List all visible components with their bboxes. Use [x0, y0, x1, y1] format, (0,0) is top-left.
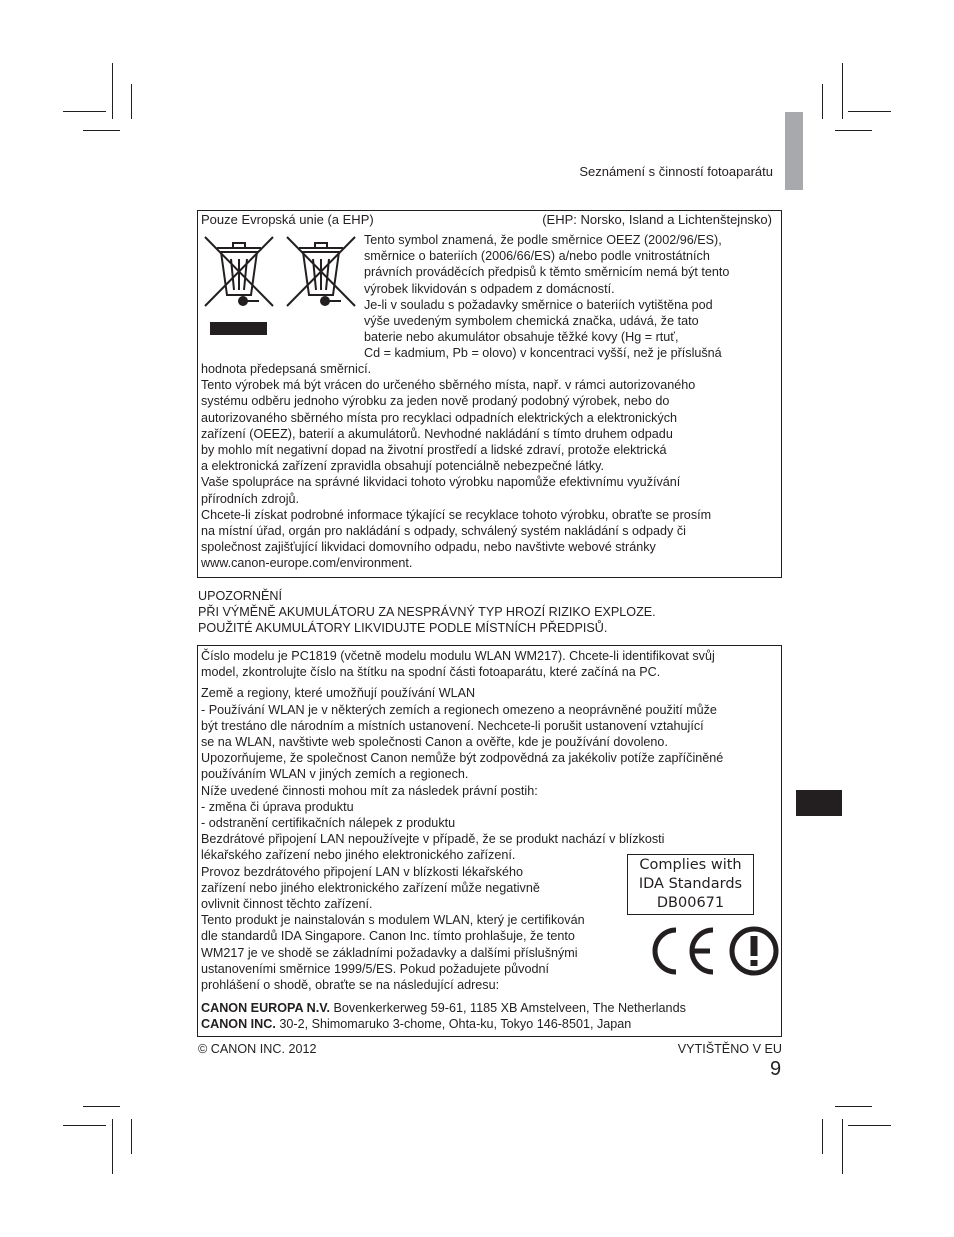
text-line: Číslo modelu je PC1819 (včetně modelu modulu WLAN WM217). Chcete-li identifikovat svůj — [201, 649, 715, 663]
weee-title-right: (EHP: Norsko, Island a Lichtenštejnsko) — [542, 212, 772, 227]
text-line: Cd = kadmium, Pb = olovo) v koncentraci vyšší, než je příslušná — [364, 346, 722, 361]
text-line: - změna či úprava produktu — [201, 799, 354, 814]
company-address: Bovenkerkerweg 59-61, 1185 XB Amstelveen, The Netherlands — [333, 1001, 686, 1015]
caution-heading: UPOZORNĚNÍ — [198, 589, 282, 603]
text-line: směrnice o bateriích (2006/66/ES) a/nebo podle vnitrostátních — [364, 249, 710, 264]
caution-line: POUŽITÉ AKUMULÁTORY LIKVIDUJTE PODLE MÍSTNÍCH PŘEDPISŮ. — [198, 621, 608, 636]
ida-line: DB00671 — [656, 895, 725, 911]
text-line: společnost zajišťující likvidaci domovního odpadu, nebo navštivte webové stránky — [201, 540, 656, 555]
text-line: Níže uvedené činnosti mohou mít za následek právní postih: — [201, 783, 538, 798]
company-name: CANON EUROPA N.V. — [201, 1001, 330, 1015]
text-line: lékařského zařízení nebo jiného elektronického zařízení. — [201, 848, 516, 863]
caution-line: PŘI VÝMĚNĚ AKUMULÁTORU ZA NESPRÁVNÝ TYP HROZÍ RIZIKO EXPLOZE. — [198, 605, 656, 620]
text-line: - Používání WLAN je v některých zemích a regionech omezeno a neoprávněné použití může — [201, 702, 717, 717]
weee-symbol-text — [364, 232, 729, 362]
weee-title-left: Pouze Evropská unie (a EHP) — [201, 212, 374, 227]
ida-line: IDA Standards — [638, 876, 743, 892]
battery-marking-bar — [210, 322, 267, 335]
text-line: systému odběru jednoho výrobku za jeden nově prodaný podobný výrobek, nebo do — [201, 394, 670, 409]
text-line: právních prováděcích předpisů k těmto směrnicím nemá být tento — [364, 265, 730, 280]
manufacturer-addresses — [201, 1000, 686, 1032]
weee-notice-box — [197, 210, 782, 578]
text-line: používáním WLAN v jiných zemích a regionech. — [201, 767, 469, 782]
copyright: © CANON INC. 2012 — [198, 1042, 317, 1056]
address-line — [201, 1016, 686, 1032]
company-address: 30-2, Shimomaruko 3-chome, Ohta-ku, Tokyo 146-8501, Japan — [279, 1017, 632, 1032]
text-line: model, zkontrolujte číslo na štítku na spodní části fotoaparátu, které začíná na PC. — [201, 665, 661, 680]
text-line: ovlivnit činnost těchto zařízení. — [201, 897, 373, 912]
text-line: na místní úřad, orgán pro nakládání s odpady, schválený systém nakládání s odpady či — [201, 524, 686, 539]
text-line: být trestáno dle národním a místních ustanovení. Nechcete-li porušit ustanovení vztahující — [201, 718, 704, 733]
section-tab-gray — [785, 112, 803, 190]
section-title: Seznámení s činností fotoaparátu — [579, 164, 773, 179]
text-line: Chcete-li získat podrobné informace týkající se recyklace tohoto výrobku, obraťte se prosím — [201, 507, 712, 522]
text-line: dle standardů IDA Singapore. Canon Inc. tímto prohlašuje, že tento — [201, 929, 575, 944]
weee-body-text — [201, 361, 711, 572]
text-line: přírodních zdrojů. — [201, 491, 300, 506]
address-line — [201, 1000, 686, 1016]
text-line: Vaše spolupráce na správné likvidaci tohoto výrobku napomůže efektivnímu využívání — [201, 475, 681, 490]
text-line: www.canon-europe.com/environment. — [201, 556, 413, 571]
text-line: prohlášení o shodě, obraťte se na následující adresu: — [201, 978, 500, 993]
text-line: ustanoveními směrnice 1999/5/ES. Pokud požadujete původní — [201, 961, 549, 976]
text-line: Je-li v souladu s požadavky směrnice o bateriích vytištěna pod — [364, 297, 713, 312]
text-line: výše uvedeným symbolem chemická značka, udává, že tato — [364, 314, 699, 329]
battery-caution — [198, 588, 656, 637]
company-name: CANON INC. — [201, 1017, 276, 1032]
text-line: výrobek likvidován s odpadem z domácností. — [364, 281, 615, 296]
section-tab-black — [796, 790, 842, 816]
text-line: zařízení nebo jiného elektronického zařízení může negativně — [201, 880, 540, 895]
ce-mark-icon — [644, 926, 718, 981]
text-line: by mohlo mít negativní dopad na životní prostředí a lidské zdraví, protože elektrická — [201, 443, 667, 458]
text-line: - odstranění certifikačních nálepek z produktu — [201, 816, 456, 831]
text-line: hodnota předepsaná směrnicí. — [201, 362, 372, 376]
text-line: Tento výrobek má být vrácen do určeného sběrného místa, např. v rámci autorizovaného — [201, 378, 696, 393]
text-line: Upozorňujeme, že společnost Canon nemůže být zodpovědná za jakékoliv potíže zapříčiněné — [201, 751, 724, 766]
text-line: baterie nebo akumulátor obsahuje těžké kovy (Hg = rtuť, — [364, 330, 679, 345]
text-line: autorizovaného sběrného místa pro recyklaci odpadních elektrických a elektronických — [201, 410, 678, 425]
text-line: Tento symbol znamená, že podle směrnice OEEZ (2002/96/ES), — [364, 233, 722, 247]
ida-line: Complies with — [639, 857, 742, 873]
text-line: Země a regiony, které umožňují používání WLAN — [201, 686, 476, 701]
alert-mark-icon — [728, 926, 780, 981]
crossed-bin-battery-icon — [285, 235, 357, 314]
text-line: zařízení (OEEZ), baterií a akumulátorů. Nevhodné nakládání s tímto druhem odpadu — [201, 426, 673, 441]
wlan-notice-box — [197, 645, 782, 1037]
crossed-bin-icon — [203, 235, 275, 314]
printed-in: VYTIŠTĚNO V EU — [677, 1042, 782, 1056]
page-number: 9 — [770, 1058, 782, 1080]
text-line: WM217 je ve shodě se základními požadavky a dalšími příslušnými — [201, 945, 578, 960]
ida-certification-label — [627, 854, 754, 915]
text-line: se na WLAN, navštivte web společnosti Canon a ověřte, kde je používání dovoleno. — [201, 735, 668, 750]
text-line: Provoz bezdrátového připojení LAN v blízkosti lékařského — [201, 864, 524, 879]
text-line: a elektronická zařízení zpravidla obsahují potenciálně nebezpečné látky. — [201, 459, 605, 474]
text-line: Bezdrátové připojení LAN nepoužívejte v případě, že se produkt nachází v blízkosti — [201, 832, 665, 847]
text-line: Tento produkt je nainstalován s modulem WLAN, který je certifikován — [201, 913, 585, 928]
